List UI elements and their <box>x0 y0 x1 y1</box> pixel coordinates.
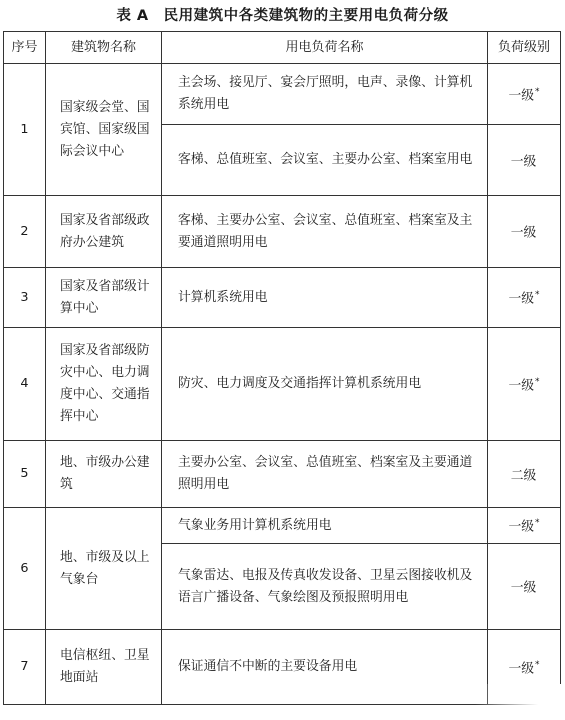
header-building-name: 建筑物名称 <box>46 32 162 64</box>
bottom-right-fade <box>475 684 565 720</box>
load-name: 客梯、总值班室、会议室、主要办公室、档案室用电 <box>162 125 488 196</box>
footnote-mark: * <box>535 659 540 670</box>
header-load-name: 用电负荷名称 <box>162 32 488 64</box>
load-level: 二级 <box>510 468 537 484</box>
load-name: 主要办公室、会议室、总值班室、档案室及主要通道照明用电 <box>162 441 488 508</box>
load-level: 一级 <box>510 154 537 170</box>
footnote-mark: * <box>535 376 540 387</box>
building-name: 电信枢纽、卫星地面站 <box>46 630 162 705</box>
footnote-mark: * <box>535 86 540 97</box>
load-name: 客梯、主要办公室、会议室、总值班室、档案室及主要通道照明用电 <box>162 196 488 268</box>
header-index: 序号 <box>4 32 46 64</box>
load-level: 一级 <box>508 519 535 535</box>
row-number: 6 <box>4 508 46 630</box>
load-level-cell <box>488 268 561 328</box>
load-name: 保证通信不中断的主要设备用电 <box>162 630 488 705</box>
row-number: 2 <box>4 196 46 268</box>
header-row <box>4 32 561 64</box>
row-number: 5 <box>4 441 46 508</box>
load-name: 计算机系统用电 <box>162 268 488 328</box>
building-name: 国家及省部级计算中心 <box>46 268 162 328</box>
building-name: 国家级会堂、国宾馆、国家级国际会议中心 <box>46 64 162 196</box>
row-number: 4 <box>4 328 46 441</box>
building-name: 地、市级办公建筑 <box>46 441 162 508</box>
load-classification-table <box>3 31 561 705</box>
load-name: 主会场、接见厅、宴会厅照明，电声、录像、计算机系统用电 <box>162 64 488 125</box>
header-load-level: 负荷级别 <box>488 32 561 64</box>
load-level: 一级 <box>508 88 535 104</box>
footnote-mark: * <box>535 290 540 301</box>
table-row <box>4 268 561 328</box>
row-number: 1 <box>4 64 46 196</box>
row-number: 7 <box>4 630 46 705</box>
load-level-cell <box>488 196 561 268</box>
table-row <box>4 196 561 268</box>
table-row <box>4 64 561 125</box>
load-level-cell <box>488 441 561 508</box>
load-name: 防灾、电力调度及交通指挥计算机系统用电 <box>162 328 488 441</box>
building-name: 地、市级及以上气象台 <box>46 508 162 630</box>
load-level-cell <box>488 508 561 544</box>
building-name: 国家及省部级政府办公建筑 <box>46 196 162 268</box>
load-level: 一级 <box>508 378 535 394</box>
row-number: 3 <box>4 268 46 328</box>
load-level-cell <box>488 64 561 125</box>
load-level: 一级 <box>510 225 537 241</box>
table-row <box>4 441 561 508</box>
load-level-cell <box>488 125 561 196</box>
footnote-mark: * <box>535 518 540 529</box>
load-level: 一级 <box>508 661 535 677</box>
load-level: 一级 <box>508 291 535 307</box>
table-title: 表 A 民用建筑中各类建筑物的主要用电负荷分级 <box>116 8 449 24</box>
load-name: 气象雷达、电报及传真收发设备、卫星云图接收机及语言广播设备、气象绘图及预报照明用电 <box>162 544 488 630</box>
table-row <box>4 328 561 441</box>
load-level-cell <box>488 544 561 630</box>
load-level: 一级 <box>510 580 537 596</box>
load-name: 气象业务用计算机系统用电 <box>162 508 488 544</box>
table-row <box>4 508 561 544</box>
load-level-cell <box>488 328 561 441</box>
building-name: 国家及省部级防灾中心、电力调度中心、交通指挥中心 <box>46 328 162 441</box>
